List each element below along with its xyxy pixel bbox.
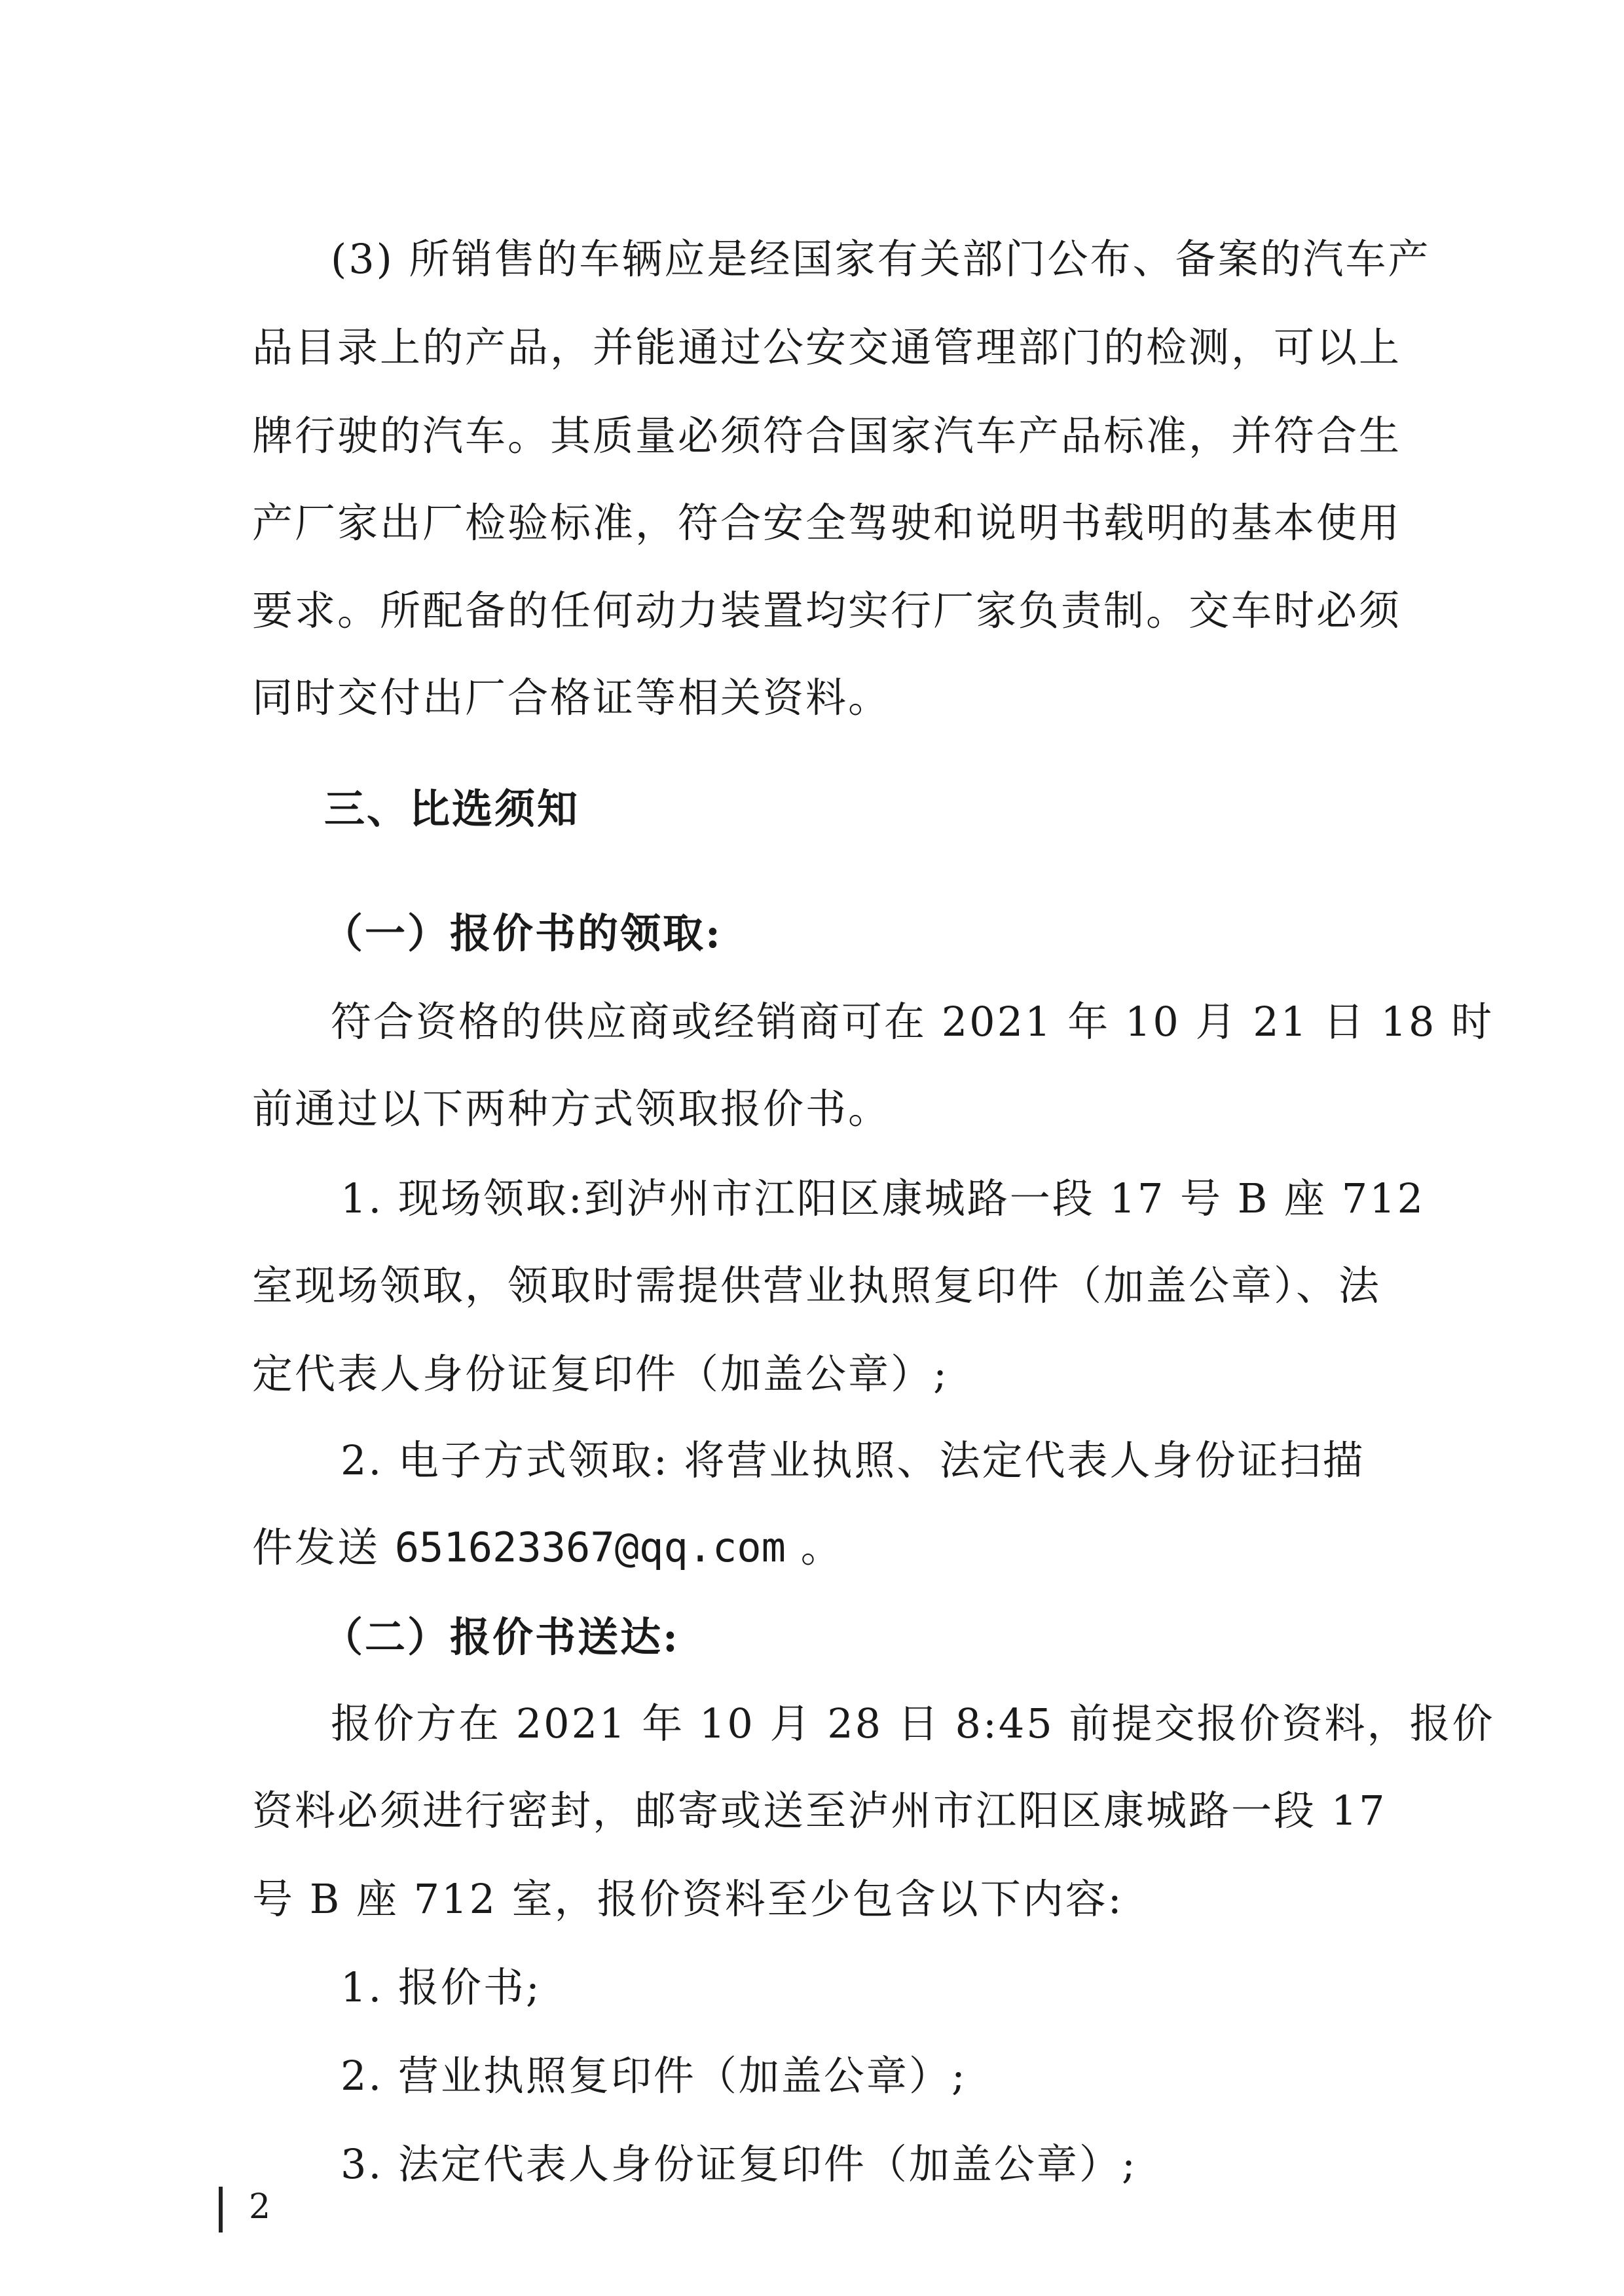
part-1-item-2-line-2 — [252, 1523, 843, 1571]
part-2-intro-line-1: 报价方在 2021 年 10 月 28 日 8:45 前提交报价资料，报价 — [331, 1700, 1495, 1747]
part-1-intro-line-2: 前通过以下两种方式领取报价书。 — [252, 1085, 891, 1133]
item-2-text: 件发送 — [252, 1523, 395, 1571]
section-heading: 三、比选须知 — [324, 785, 580, 833]
part-1-item-1-line-3: 定代表人身份证复印件（加盖公章）; — [252, 1350, 949, 1398]
paragraph-3-line-5: 要求。所配备的任何动力装置均实行厂家负责制。交车时必须 — [252, 587, 1402, 634]
part-2-intro-line-2: 资料必须进行密封，邮寄或送至泸州市江阳区康城路一段 17 — [252, 1787, 1387, 1834]
item-2-end: 。 — [785, 1523, 843, 1571]
part-2-intro-line-3: 号 B 座 712 室，报价资料至少包含以下内容: — [252, 1875, 1124, 1923]
part-1-item-2-line-1: 2. 电子方式领取: 将营业执照、法定代表人身份证扫描 — [341, 1436, 1365, 1484]
part-2-list-item-1: 1. 报价书; — [341, 1963, 542, 2011]
paragraph-3-line-3: 牌行驶的汽车。其质量必须符合国家汽车产品标准，并符合生 — [252, 412, 1402, 460]
part-1-item-1-line-1: 1. 现场领取:到泸州市江阳区康城路一段 17 号 B 座 712 — [341, 1175, 1426, 1222]
paragraph-3-line-4: 产厂家出厂检验标准，符合安全驾驶和说明书载明的基本使用 — [252, 499, 1402, 547]
email-address: 651623367@qq.com — [394, 1523, 786, 1571]
part-2-list-item-3: 3. 法定代表人身份证复印件（加盖公章）; — [341, 2140, 1137, 2188]
paragraph-3-line-1: (3) 所销售的车辆应是经国家有关部门公布、备案的汽车产 — [331, 235, 1431, 283]
paragraph-3-line-2: 品目录上的产品，并能通过公安交通管理部门的检测，可以上 — [252, 323, 1402, 371]
part-1-item-1-line-2: 室现场领取，领取时需提供营业执照复印件（加盖公章）、法 — [252, 1262, 1382, 1309]
page-number-bar — [219, 2187, 223, 2232]
part-2-list-item-2: 2. 营业执照复印件（加盖公章）; — [341, 2052, 967, 2100]
page-number: 2 — [249, 2187, 271, 2227]
part-1-heading: （一）报价书的领取: — [322, 909, 722, 957]
part-2-heading: （二）报价书送达: — [322, 1613, 680, 1661]
paragraph-3-line-6: 同时交付出厂合格证等相关资料。 — [252, 674, 891, 721]
part-1-intro-line-1: 符合资格的供应商或经销商可在 2021 年 10 月 21 日 18 时 — [331, 998, 1494, 1046]
